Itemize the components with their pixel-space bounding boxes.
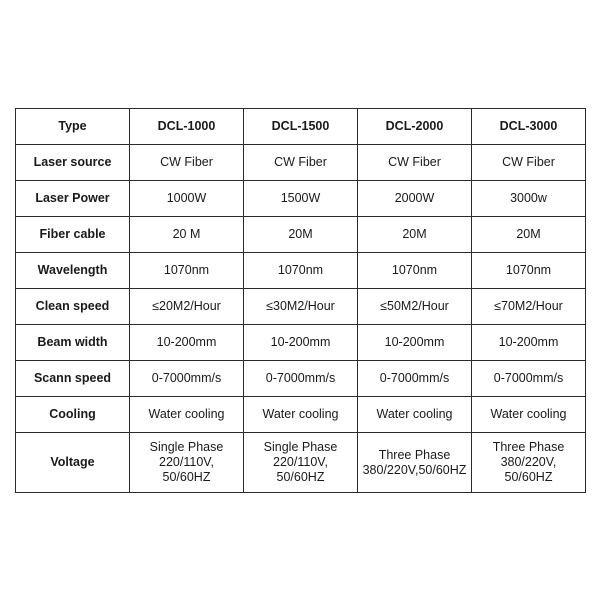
- table-cell: 2000W: [358, 181, 472, 217]
- table-cell: CW Fiber: [358, 145, 472, 181]
- header-model-cell: DCL-3000: [472, 109, 586, 145]
- row-label: Laser source: [16, 145, 130, 181]
- table-cell: 0-7000mm/s: [358, 361, 472, 397]
- row-label: Fiber cable: [16, 217, 130, 253]
- table-cell: Water cooling: [130, 397, 244, 433]
- table-cell: 20M: [472, 217, 586, 253]
- table-cell: 10-200mm: [358, 325, 472, 361]
- table-row-wavelength: [16, 253, 586, 289]
- table-cell: CW Fiber: [472, 145, 586, 181]
- table-row-cooling: [16, 397, 586, 433]
- table-cell: ≤30M2/Hour: [244, 289, 358, 325]
- header-model-cell: DCL-2000: [358, 109, 472, 145]
- voltage-text: Single Phase 220/110V, 50/60HZ: [149, 440, 224, 484]
- voltage-text: Three Phase 380/220V, 50/60HZ: [492, 440, 565, 484]
- table-cell: 10-200mm: [130, 325, 244, 361]
- row-label: Beam width: [16, 325, 130, 361]
- table-cell: 1500W: [244, 181, 358, 217]
- table-cell: 10-200mm: [472, 325, 586, 361]
- table-cell: 1000W: [130, 181, 244, 217]
- voltage-text: Single Phase 220/110V, 50/60HZ: [263, 440, 338, 484]
- row-label: Clean speed: [16, 289, 130, 325]
- table-cell: 1070nm: [244, 253, 358, 289]
- table-row-laser-source: [16, 145, 586, 181]
- table-cell: Water cooling: [472, 397, 586, 433]
- table-cell: CW Fiber: [244, 145, 358, 181]
- header-model-cell: DCL-1000: [130, 109, 244, 145]
- table-cell: 0-7000mm/s: [472, 361, 586, 397]
- row-label: Cooling: [16, 397, 130, 433]
- table-cell: 20 M: [130, 217, 244, 253]
- table-cell: ≤20M2/Hour: [130, 289, 244, 325]
- table-row-clean-speed: [16, 289, 586, 325]
- table-cell: 1070nm: [358, 253, 472, 289]
- table-cell: 0-7000mm/s: [130, 361, 244, 397]
- table-cell: ≤70M2/Hour: [472, 289, 586, 325]
- table-cell: ≤50M2/Hour: [358, 289, 472, 325]
- table-cell: 1070nm: [472, 253, 586, 289]
- table-row-voltage: [16, 433, 586, 493]
- row-label: Scann speed: [16, 361, 130, 397]
- table-cell: [358, 433, 472, 493]
- row-label: Laser Power: [16, 181, 130, 217]
- table-cell: CW Fiber: [130, 145, 244, 181]
- table-cell: Water cooling: [244, 397, 358, 433]
- table-cell: 10-200mm: [244, 325, 358, 361]
- table-cell: [130, 433, 244, 493]
- header-type-cell: Type: [16, 109, 130, 145]
- table-row-laser-power: [16, 181, 586, 217]
- table-row-beam-width: [16, 325, 586, 361]
- table-cell: 20M: [358, 217, 472, 253]
- table-cell: 1070nm: [130, 253, 244, 289]
- voltage-text: Three Phase 380/220V,50/60HZ: [362, 447, 467, 477]
- row-label: Wavelength: [16, 253, 130, 289]
- table-cell: 0-7000mm/s: [244, 361, 358, 397]
- table-row-scann-speed: [16, 361, 586, 397]
- row-label: Voltage: [16, 433, 130, 493]
- header-row: [16, 109, 586, 145]
- table-cell: 3000w: [472, 181, 586, 217]
- table-cell: [244, 433, 358, 493]
- table-row-fiber-cable: [16, 217, 586, 253]
- table-cell: [472, 433, 586, 493]
- table-cell: Water cooling: [358, 397, 472, 433]
- table-cell: 20M: [244, 217, 358, 253]
- spec-table: [15, 108, 586, 493]
- header-model-cell: DCL-1500: [244, 109, 358, 145]
